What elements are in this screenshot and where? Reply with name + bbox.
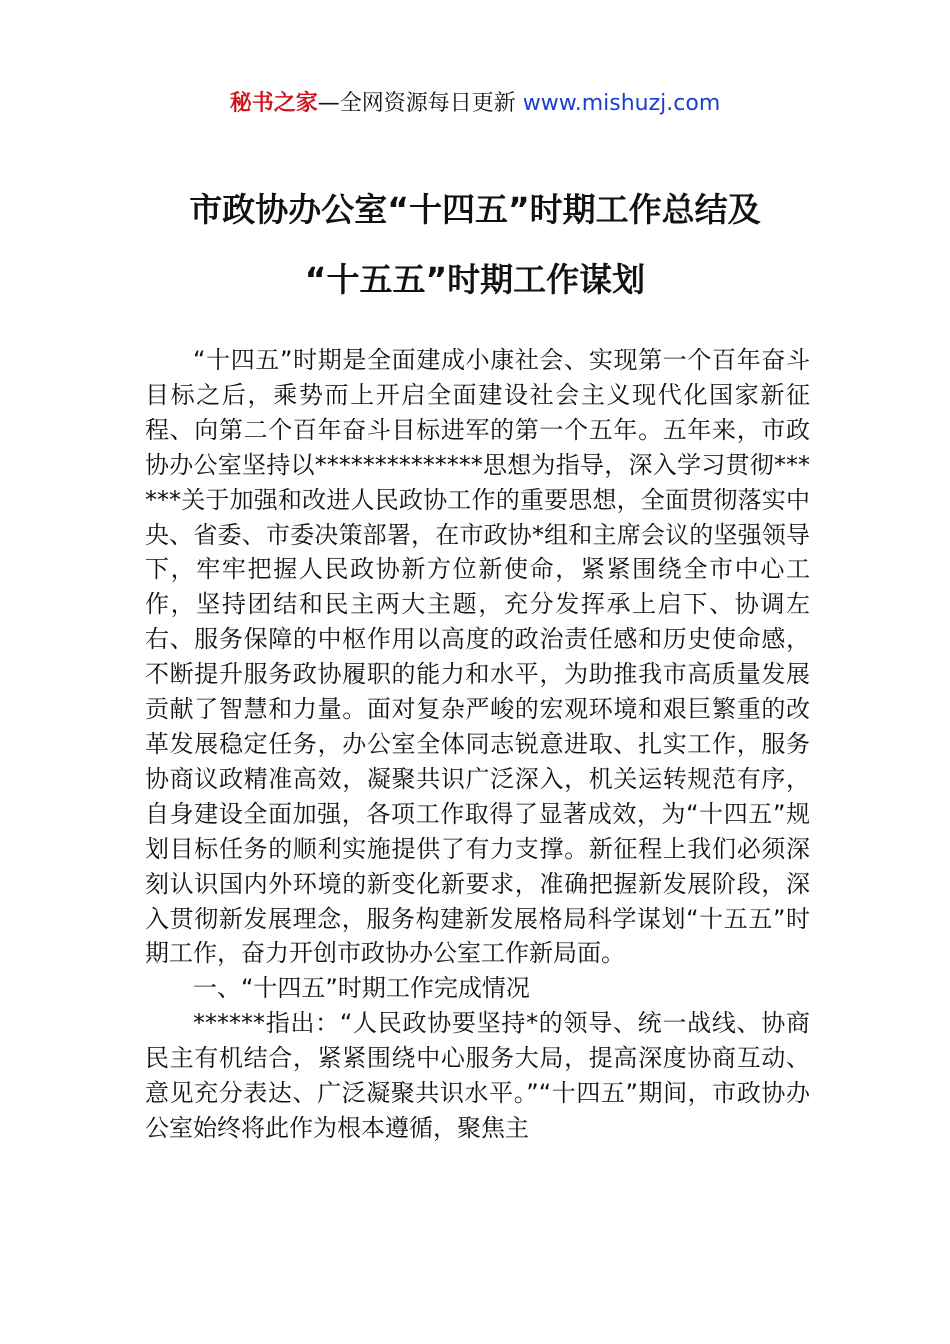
document-title-line-2: “十五五”时期工作谋划 — [304, 260, 646, 299]
section-heading: 一、“十四五”时期工作完成情况 — [193, 974, 530, 1003]
site-url-link[interactable]: www.mishuzj.com — [522, 91, 721, 116]
intro-paragraph: “十四五”时期是全面建成小康社会、实现第一个百年奋斗目标之后，乘势而上开启全面建设社会主义现代化国家新征程、向第二个百年奋斗目标进军的第一个五年。五年来，市政协办公室坚持以**************思想为指导，深入学习贯彻******关于加强和改进人民政协工作的重要思想，全面贯彻落实中央、省委、市委决策部署，在市政协*组和主席会议的坚强领导下，牢牢把握人民政协新方位新使命，紧紧围绕全市中心工作，坚持团结和民主两大主题，充分发挥承上启下、协调左右、服务保障的中枢作用以高度的政治责任感和历史使命感，不断提升服务政协履职的能力和水平，为助推我市高质量发展贡献了智慧和力量。面对复杂严峻的宏观环境和艰巨繁重的改革发展稳定任务，办公室全体同志锐意进取、扎实工作，服务协商议政精准高效，凝聚共识广泛深入，机关运转规范有序，自身建设全面加强，各项工作取得了显著成效，为“十四五”规划目标任务的顺利实施提供了有力支撑。新征程上我们必须深刻认识国内外环境的新变化新要求，准确把握新发展阶段，深入贯彻新发展理念，服务构建新发展格局科学谋划“十五五”时期工作，奋力开创市政协办公室工作新局面。 — [145, 346, 810, 968]
site-tagline: —全网资源每日更新 — [317, 91, 523, 116]
site-header — [0, 88, 950, 120]
site-brand: 秘书之家 — [229, 91, 318, 116]
document-body — [145, 343, 810, 1146]
body-paragraph: ******指出：“人民政协要坚持*的领导、统一战线、协商民主有机结合，紧紧围绕中心服务大局，提高深度协商互动、意见充分表达、广泛凝聚共识水平。”“十四五”期间，市政协办公室始终将此作为根本遵循，聚焦主 — [145, 1009, 810, 1142]
document-title-line-1: 市政协办公室“十四五”时期工作总结及 — [189, 190, 761, 229]
